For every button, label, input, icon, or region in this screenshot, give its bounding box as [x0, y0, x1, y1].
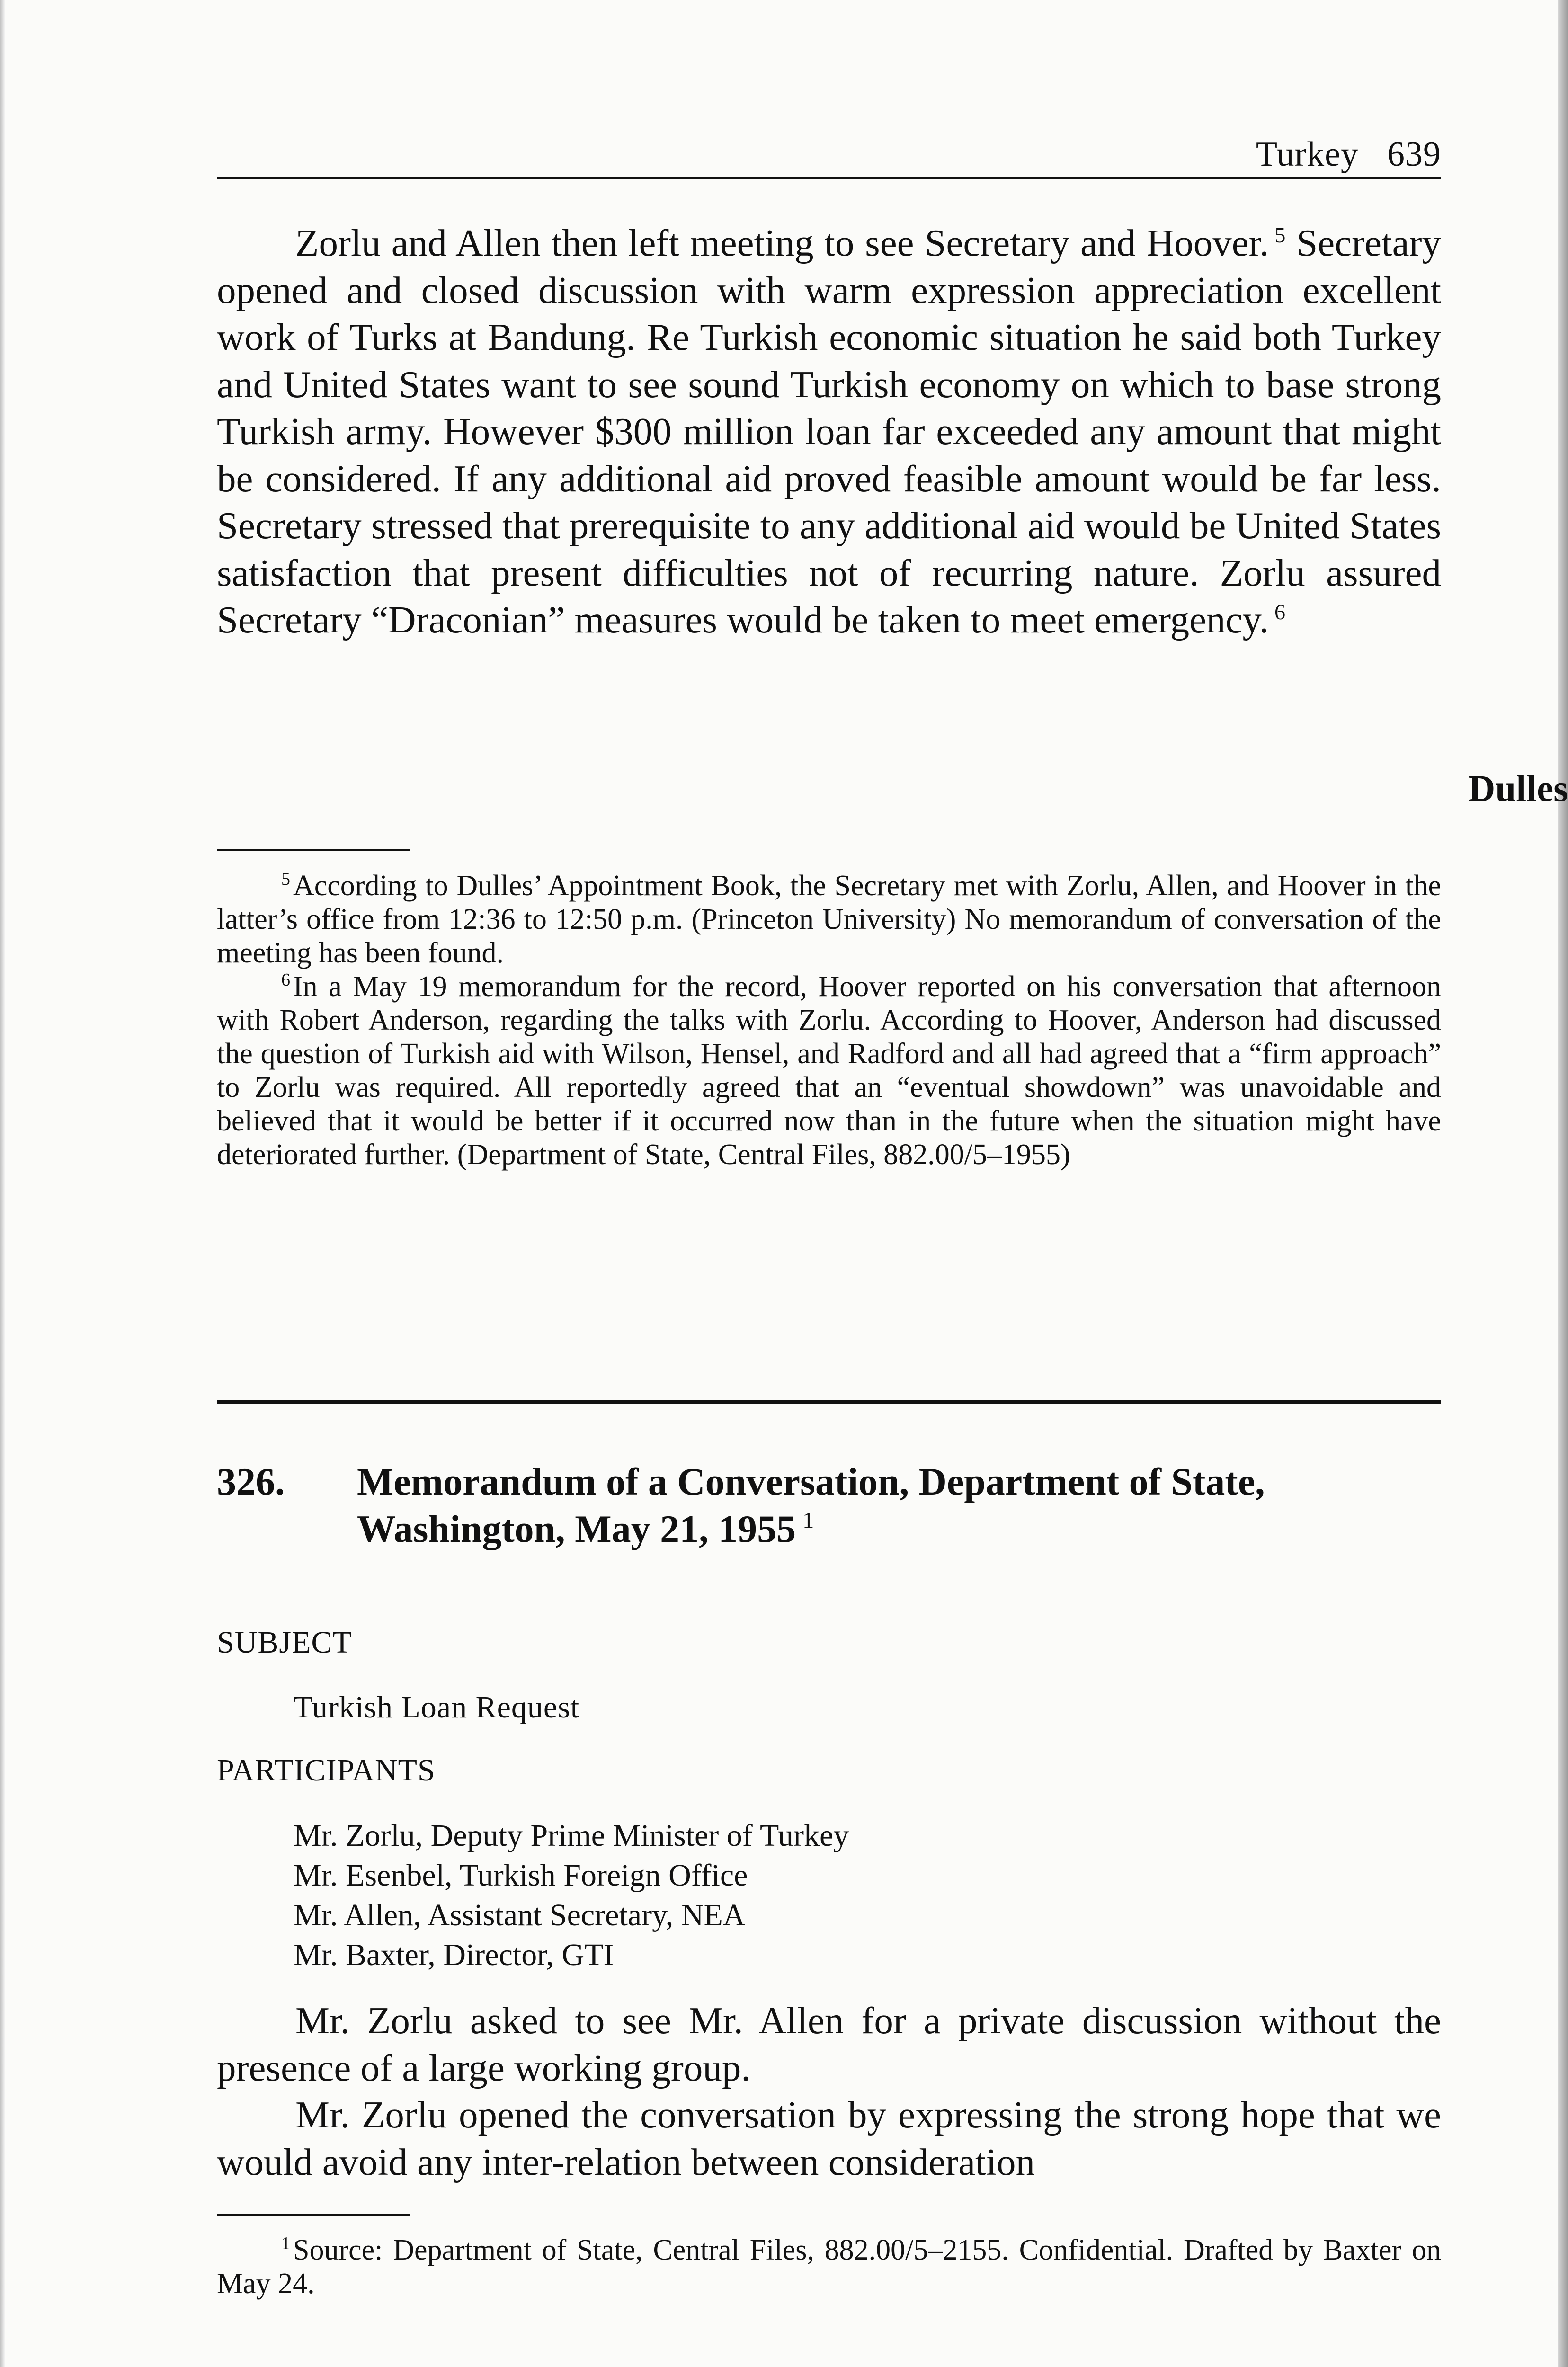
scan-edge-left — [0, 0, 5, 2367]
body-paragraph: Mr. Zorlu asked to see Mr. Allen for a private discussion without the presence of a large working group. — [217, 1999, 1441, 2089]
footnote-divider — [217, 2214, 410, 2216]
participant-item: Mr. Allen, Assistant Secretary, NEA — [294, 1898, 746, 1932]
participants-list — [294, 1816, 1382, 1975]
signature: Dulles — [1468, 768, 1568, 810]
footnotes-bottom — [217, 2234, 1441, 2301]
footnote-text: In a May 19 memorandum for the record, Hoover reported on his conversation that afternoon with Robert Anderson, regarding the talks with Zorlu. According to Hoover, Anderson had discussed the question of Turkish aid with Wilson, Hensel, and Radford and all had agreed that a “firm approach” to Zorlu was required. All reportedly agreed that an “eventual showdown” was unavoidable and believed that it would be better if it occurred now than in the future when the situation might have deteriorated further. (Department of State, Central Files, 882.00/5–1955) — [217, 970, 1441, 1171]
scan-edge-right — [1558, 0, 1568, 2367]
participant-item: Mr. Baxter, Director, GTI — [294, 1938, 614, 1972]
closing-paragraph — [217, 220, 1441, 644]
footnote-6 — [217, 970, 1441, 1172]
document-title: Memorandum of a Conversation, Department of State, Washington, May 21, 1955 — [357, 1460, 1265, 1550]
paragraph-opening: Zorlu and Allen then left meeting to see Secretary and Hoover. — [295, 222, 1269, 264]
footnote-ref-6: 6 — [1274, 600, 1286, 624]
footnote-ref-1: 1 — [802, 1508, 814, 1533]
footnotes-top — [217, 869, 1441, 1172]
section-divider — [217, 1400, 1441, 1404]
memorandum-body — [217, 1997, 1441, 2186]
participant-item: Mr. Zorlu, Deputy Prime Minister of Turkey — [294, 1818, 849, 1853]
subject-label: SUBJECT — [217, 1625, 352, 1660]
footnote-marker: 1 — [281, 2234, 290, 2253]
paragraph-continuation: Secretary opened and closed discussion with warm expression appreciation excellent work of Turks at Bandung. Re Turkish economic situation he said both Turkey and United States want to see sound Turkish economy on which to base strong Turkish army. However $300 million loan far exceeded any amount that might be considered. If any additional aid proved feasible amount would be far less. Secretary stressed that prerequisite to any additional aid would be United States satisfaction that present difficulties not of recurring nature. Zorlu assured Secretary “Draconian” measures would be taken to meet emergency. — [217, 222, 1441, 641]
running-head — [217, 135, 1441, 179]
document-number: 326. — [217, 1460, 285, 1503]
footnote-text: According to Dulles’ Appointment Book, the Secretary met with Zorlu, Allen, and Hoover in the latter’s office from 12:36 to 12:50 p.m. (Princeton University) No memorandum of conversation of the meeting has been found. — [217, 870, 1441, 969]
footnote-marker: 6 — [281, 970, 290, 990]
footnote-1 — [217, 2234, 1441, 2301]
subject-value: Turkish Loan Request — [294, 1690, 580, 1725]
page-number: 639 — [1387, 135, 1441, 174]
footnote-divider — [217, 849, 410, 851]
participant-item: Mr. Esenbel, Turkish Foreign Office — [294, 1858, 748, 1893]
document-heading — [217, 1458, 1441, 1553]
participants-label: PARTICIPANTS — [217, 1753, 436, 1788]
footnote-text: Source: Department of State, Central Files, 882.00/5–2155. Confidential. Drafted by Baxter on May 24. — [217, 2234, 1441, 2300]
footnote-ref-5: 5 — [1274, 223, 1286, 247]
body-paragraph: Mr. Zorlu opened the conversation by expressing the strong hope that we would avoid any inter-relation between consideration — [217, 2093, 1441, 2183]
footnote-marker: 5 — [281, 869, 290, 889]
footnote-5 — [217, 869, 1441, 970]
running-head-section: Turkey — [1256, 135, 1359, 174]
